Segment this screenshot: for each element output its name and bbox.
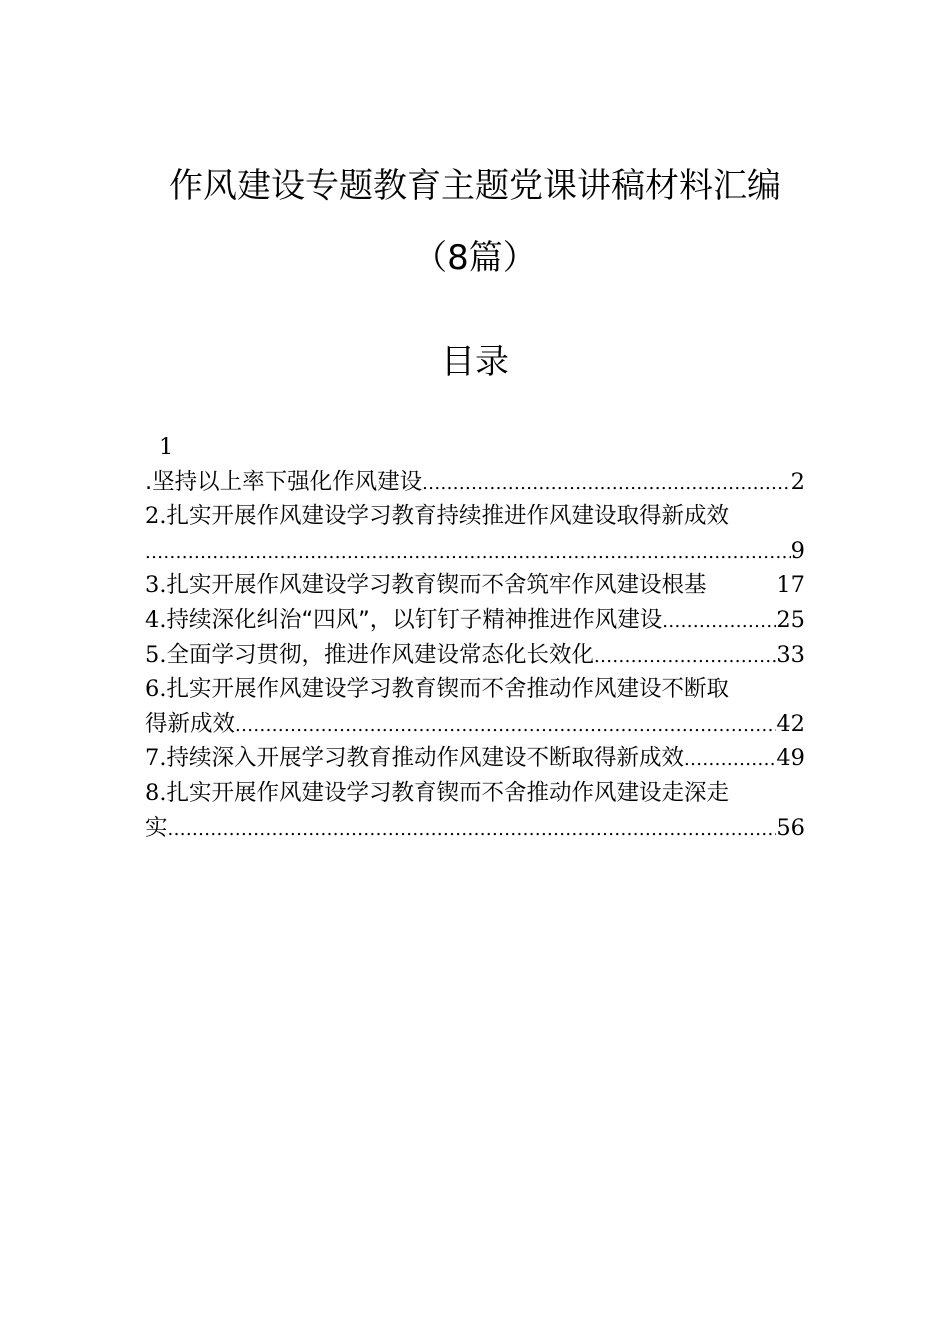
toc-entry-4[interactable] xyxy=(145,603,805,638)
document-title: 作风建设专题教育主题党课讲稿材料汇编 xyxy=(169,166,781,206)
toc-entry-title: 7.持续深入开展学习教育推动作风建设不断取得新成效 xyxy=(145,745,684,772)
toc-leader-dots xyxy=(235,709,776,742)
toc-entry-title: 8.扎实开展作风建设学习教育锲而不舍推动作风建设走深走 xyxy=(145,779,729,806)
toc-entry-title-continuation: 实 xyxy=(145,814,168,841)
toc-leader-dots xyxy=(684,743,776,776)
toc-entry-title: 5.全面学习贯彻，推进作风建设常态化长效化 xyxy=(145,641,594,668)
toc-entry-2[interactable] xyxy=(145,499,805,534)
toc-entry-title: 4.持续深化纠治“四风”，以钉钉子精神推进作风建设 xyxy=(145,606,663,633)
toc-entry-number: 5. xyxy=(145,641,167,668)
toc-entry-title: .坚持以上率下强化作风建设 xyxy=(145,468,423,495)
toc-entry-page: 17 xyxy=(776,572,805,599)
toc-entry-8-continuation[interactable] xyxy=(145,811,805,846)
toc-entry-2-continuation[interactable] xyxy=(145,534,805,569)
toc-entry-5[interactable] xyxy=(145,638,805,673)
table-of-contents xyxy=(145,430,805,845)
toc-leader-dots xyxy=(145,536,791,569)
toc-entry-number: 7. xyxy=(145,745,167,772)
toc-entry-title: 2.扎实开展作风建设学习教育持续推进作风建设取得新成效 xyxy=(145,503,729,530)
toc-entry-title: 6.扎实开展作风建设学习教育锲而不舍推动作风建设不断取 xyxy=(145,676,729,703)
toc-entry-8[interactable] xyxy=(145,776,805,811)
toc-entry-page: 49 xyxy=(776,745,805,772)
toc-leader-dots xyxy=(168,813,777,846)
toc-entry-number: 2. xyxy=(145,503,167,530)
toc-entry-6[interactable] xyxy=(145,672,805,707)
document-subtitle: （8篇） xyxy=(413,238,537,278)
toc-entry-page: 42 xyxy=(776,710,805,737)
toc-entry-title-continuation: 得新成效 xyxy=(145,710,236,737)
toc-entry-page: 33 xyxy=(776,641,805,668)
toc-entry-page: 25 xyxy=(776,606,805,633)
toc-leader-dots xyxy=(662,605,776,638)
toc-entry-title: 3.扎实开展作风建设学习教育锲而不舍筑牢作风建设根基 xyxy=(145,572,707,599)
toc-leader-dots xyxy=(594,640,776,673)
toc-entry-3[interactable] xyxy=(145,568,805,603)
toc-entry-1-number-line xyxy=(145,430,805,465)
toc-entry-6-continuation[interactable] xyxy=(145,707,805,742)
toc-entry-number: 4. xyxy=(145,606,167,633)
toc-entry-number: 3. xyxy=(145,572,167,599)
toc-entry-number: 6. xyxy=(145,676,167,703)
toc-leader-dots xyxy=(422,467,791,500)
toc-heading: 目录 xyxy=(441,342,509,382)
toc-entry-1[interactable] xyxy=(145,465,805,500)
toc-entry-page: 9 xyxy=(790,537,805,564)
toc-entry-number: 1 xyxy=(159,434,174,460)
toc-entry-page: 56 xyxy=(776,814,805,841)
toc-entry-number: 8. xyxy=(145,779,167,806)
toc-entry-page: 2 xyxy=(790,468,805,495)
toc-entry-7[interactable] xyxy=(145,741,805,776)
